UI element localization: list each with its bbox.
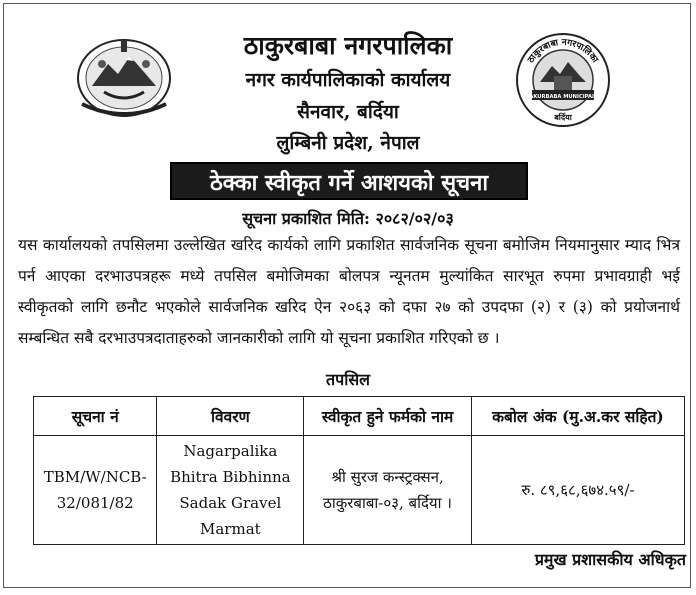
letterhead (0, 6, 696, 156)
header-notice-no: सूचना नं (34, 397, 157, 436)
published-date-line (0, 207, 696, 229)
office-name: नगर कार्यपालिकाको कार्यालय (245, 69, 451, 91)
nepal-emblem-icon (74, 34, 174, 120)
header-amount: कबोल अंक (मु.अ.कर सहित) (471, 397, 684, 436)
logo-caption-bottom: THAKURBABA MUNICIPALITY (521, 94, 605, 100)
cell-description: Nagarpalika Bhitra Bibhinna Sadak Gravel Marmat (157, 436, 304, 545)
municipality-name: ठाकुरबाबा नगरपालिका (243, 31, 453, 60)
table-header-row (34, 397, 685, 436)
tapasil-heading: तपसिल (325, 370, 371, 389)
cell-firm: श्री सुरज कन्स्ट्रक्सन, ठाकुरबाबा-०३, बर्दिया । (304, 436, 472, 545)
municipality-logo-icon (514, 32, 612, 128)
logo-caption-top: ठाकुरबाबा नगरपालिका (526, 37, 600, 65)
notice-title: ठेक्का स्वीकृत गर्ने आशयको सूचना (170, 162, 528, 200)
signature-title: प्रमुख प्रशासकीय अधिकृत (534, 550, 686, 569)
header-firm: स्वीकृत हुने फर्मको नाम (304, 397, 472, 436)
logo-caption-place: बर्दिया (554, 113, 572, 122)
notice-body: यस कार्यालयको तपसिलमा उल्लेखित खरिद कार्यको लागि प्रकाशित सार्वजनिक सूचना बमोजिम नियमानुसार म्याद भित्र पर्न आएका दरभाउपत्रहरू मध्ये तपसिल बमोजिमका बोलपत्र न्यूनतम मुल्यांकित सारभूत रुपमा प्रभावग्राही भई स्वीकृतको लागि छनौट भएकोले सार्वजनिक खरिद ऐन २०६३ को दफा २७ को उपदफा (२) र (३) को प्रयोजनार्थ सम्बन्धित सबै दरभाउपत्रदाताहरुको जानकारीको लागि यो सूचना प्रकाशित गरिएको छ । (18, 236, 680, 347)
published-date: २०८२/०२/०३ (375, 209, 454, 228)
published-label: सूचना प्रकाशित मिति: (242, 209, 370, 228)
cell-notice-no: TBM/W/NCB-32/081/82 (34, 436, 157, 545)
province-name: लुम्बिनी प्रदेश, नेपाल (276, 132, 420, 154)
office-address: सैनवार, बर्दिया (297, 101, 399, 123)
award-table (33, 396, 685, 545)
header-description: विवरण (157, 397, 304, 436)
table-row (34, 436, 685, 545)
cell-amount: रु. ८९,६८,६७४.५९/- (471, 436, 684, 545)
